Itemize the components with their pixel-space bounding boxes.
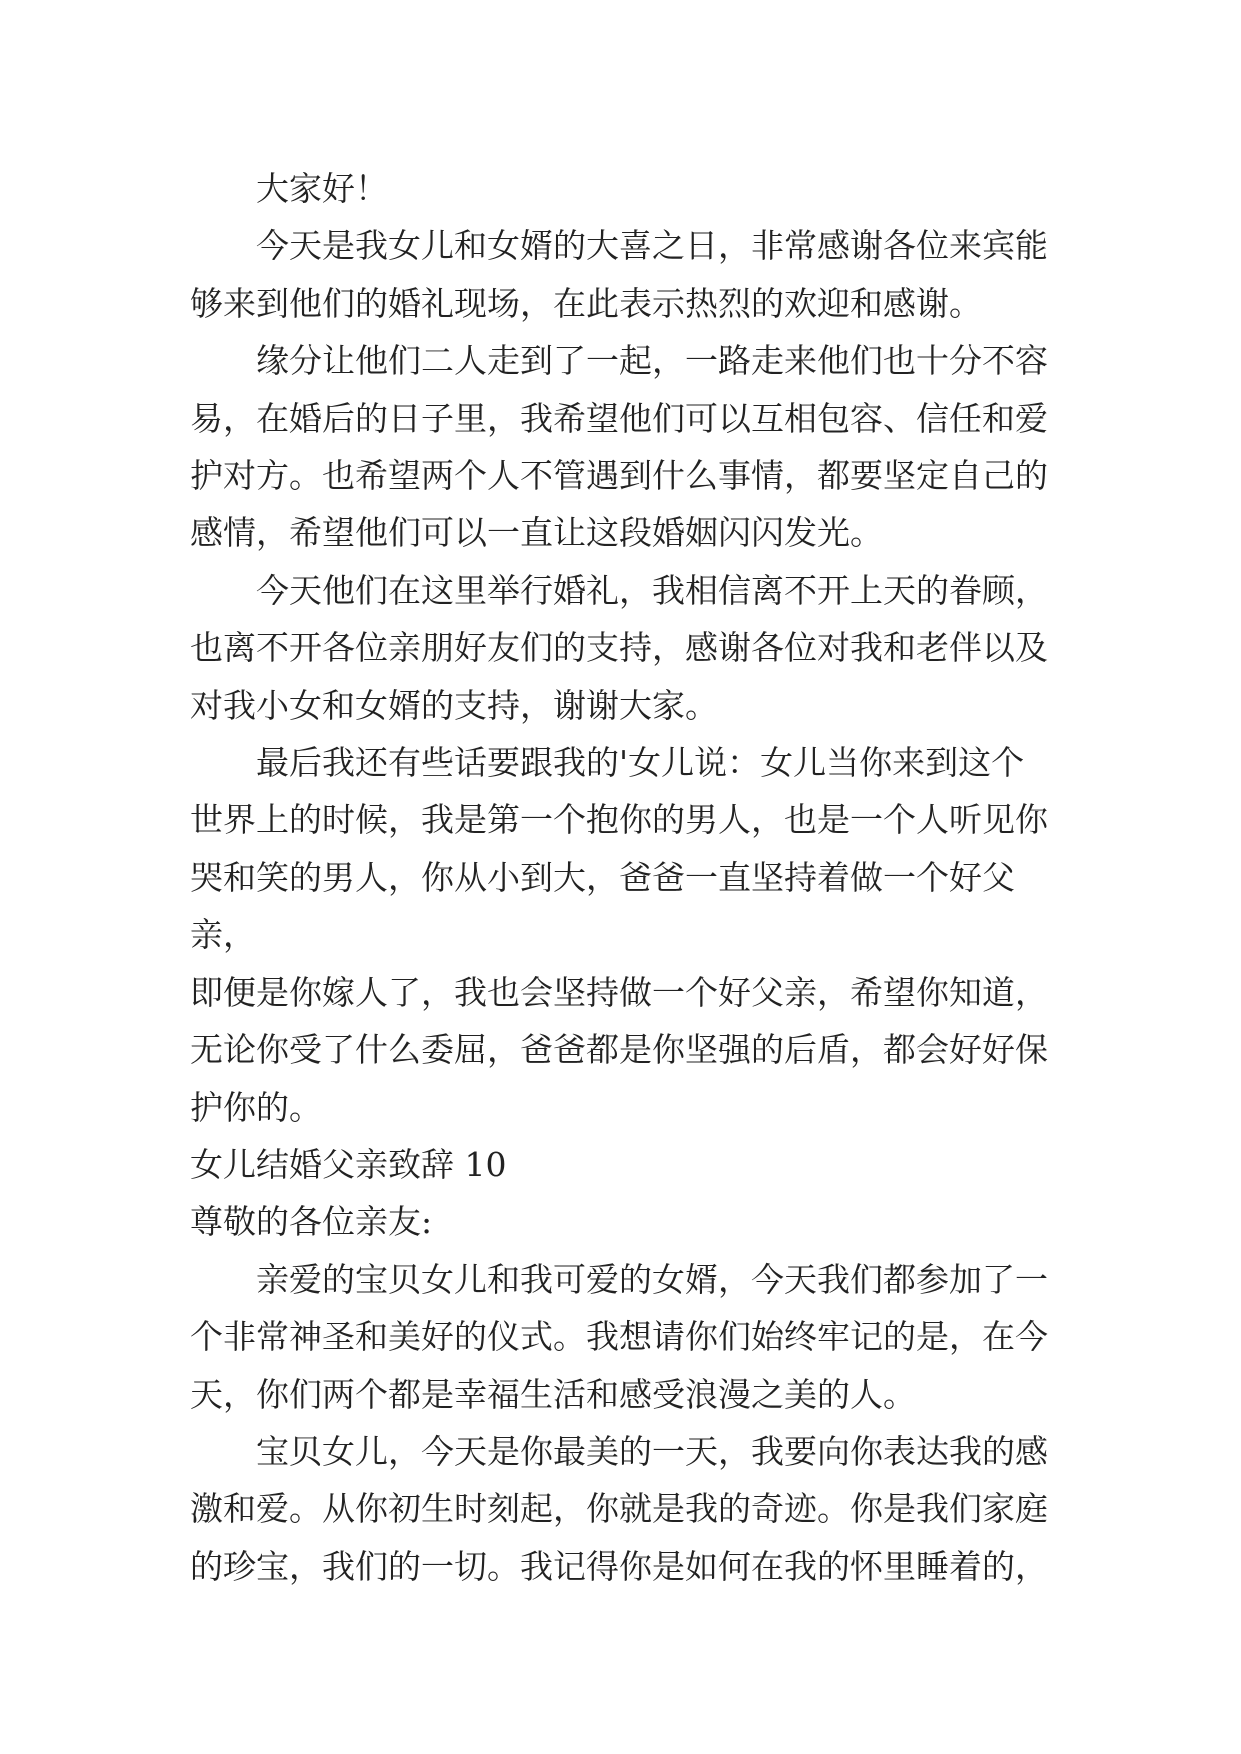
text-line: 感情，希望他们可以一直让这段婚姻闪闪发光。	[190, 513, 883, 553]
paragraph	[190, 734, 1050, 1136]
paragraph	[190, 1251, 1050, 1423]
text-line: 即便是你嫁人了，我也会坚持做一个好父亲，希望你知道，	[190, 972, 1048, 1012]
text-line: 宝贝女儿，今天是你最美的一天，我要向你表达我的感	[256, 1431, 1048, 1471]
text-line: 尊敬的各位亲友:	[190, 1202, 433, 1242]
text-line: 女儿结婚父亲致辞 10	[190, 1144, 507, 1184]
paragraph	[190, 332, 1050, 562]
text-line: 无论你受了什么委屈，爸爸都是你坚强的后盾，都会好好保	[190, 1030, 1048, 1070]
text-line: 也离不开各位亲朋好友们的支持，感谢各位对我和老伴以及	[190, 628, 1048, 668]
paragraph	[190, 160, 1050, 217]
paragraph	[190, 217, 1050, 332]
document-body	[190, 160, 1050, 1595]
text-line: 护你的。	[190, 1087, 322, 1127]
salutation	[190, 1193, 1050, 1250]
text-line: 哭和笑的男人，你从小到大，爸爸一直坚持着做一个好父亲，	[190, 857, 1015, 955]
text-line: 缘分让他们二人走到了一起，一路走来他们也十分不容	[256, 341, 1048, 381]
text-line: 世界上的时候，我是第一个抱你的男人，也是一个人听见你	[190, 800, 1048, 840]
text-line: 对我小女和女婿的支持，谢谢大家。	[190, 685, 718, 725]
text-line: 天，你们两个都是幸福生活和感受浪漫之美的人。	[190, 1374, 916, 1414]
text-line: 今天是我女儿和女婿的大喜之日，非常感谢各位来宾能	[256, 226, 1048, 266]
text-line: 大家好！	[256, 169, 388, 208]
text-line: 易，在婚后的日子里，我希望他们可以互相包容、信任和爱	[190, 398, 1048, 438]
text-line: 的珍宝，我们的一切。我记得你是如何在我的怀里睡着的，	[190, 1546, 1048, 1586]
paragraph	[190, 1423, 1050, 1595]
text-line: 亲爱的宝贝女儿和我可爱的女婿，今天我们都参加了一	[256, 1259, 1048, 1299]
text-line: 够来到他们的婚礼现场，在此表示热烈的欢迎和感谢。	[190, 283, 982, 323]
text-line: 今天他们在这里举行婚礼，我相信离不开上天的眷顾，	[256, 570, 1048, 610]
text-line: 护对方。也希望两个人不管遇到什么事情，都要坚定自己的	[190, 456, 1048, 496]
text-line: 个非常神圣和美好的仪式。我想请你们始终牢记的是，在今	[190, 1317, 1048, 1357]
paragraph	[190, 562, 1050, 734]
text-line: 最后我还有些话要跟我的'女儿说：女儿当你来到这个	[256, 743, 1025, 783]
section-heading	[190, 1136, 1050, 1193]
text-line: 激和爱。从你初生时刻起，你就是我的奇迹。你是我们家庭	[190, 1489, 1048, 1529]
